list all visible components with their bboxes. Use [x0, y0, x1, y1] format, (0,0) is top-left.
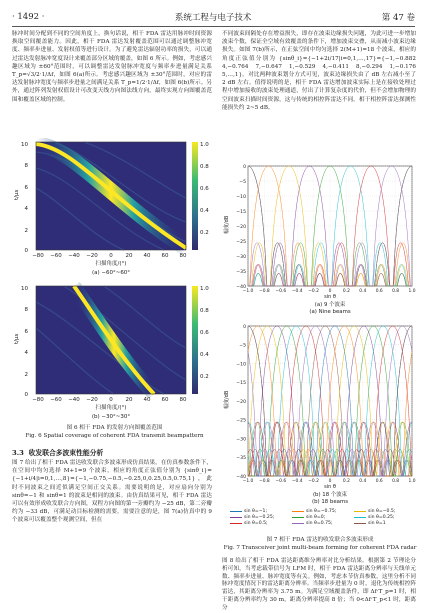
y-tick: 0 — [243, 164, 246, 170]
legend-entry — [292, 515, 354, 520]
subfigure-caption: (b) 18 个波束 — [312, 492, 348, 498]
colorbar — [192, 286, 198, 394]
legend-label: sin θ=0; — [306, 515, 326, 520]
y-tick: 0 — [243, 324, 246, 330]
subfigure-caption: (b) −30°~30° — [91, 414, 131, 420]
x-tick: −60 — [50, 397, 62, 403]
x-tick: −0.6 — [275, 289, 287, 294]
legend-swatch — [292, 523, 304, 524]
x-tick: −40 — [68, 397, 80, 403]
x-tick: 0.2 — [342, 479, 350, 484]
x-tick: 0 — [109, 253, 113, 259]
x-tick: 1.0 — [408, 289, 416, 294]
x-tick: 0.4 — [359, 289, 367, 294]
legend-entry — [230, 521, 292, 526]
x-tick: 0.2 — [342, 289, 350, 294]
x-tick: −0.2 — [308, 479, 319, 484]
fig6-caption — [12, 425, 217, 440]
x-tick: −0.8 — [259, 289, 270, 294]
y-tick: 6 — [24, 329, 28, 335]
volume-label: 第 47 卷 — [381, 13, 415, 23]
caption-en: Fig. 7 Transceiver joint multi-beam forming for coherent FDA radar — [223, 544, 417, 551]
legend-entry — [230, 515, 292, 520]
legend-entry — [354, 521, 416, 526]
y-axis-label: 幅度/dB — [224, 390, 230, 409]
y-tick: −5 — [239, 343, 246, 349]
x-tick: 0.6 — [375, 289, 383, 294]
legend-entry — [292, 521, 354, 526]
caption-cn: 图 6 相干 FDA 的发射方向图覆盖范围 — [66, 425, 163, 431]
fig6a-heatmap — [14, 138, 214, 278]
left-column-text-2 — [12, 459, 212, 525]
x-axis-label: sin θ — [324, 484, 336, 490]
y-tick: −40 — [236, 474, 246, 480]
journal-title: 系统工程与电子技术 — [174, 13, 252, 23]
legend-swatch — [230, 523, 242, 524]
subfigure-caption-en: (a) Nine beams — [309, 309, 351, 315]
section-title: 收发联合多波束性能分析 — [28, 449, 104, 457]
legend-label: sin θ=0.5; — [244, 521, 268, 526]
x-tick: 60 — [161, 253, 169, 259]
legend-entry — [292, 509, 354, 514]
colorbar — [192, 142, 198, 250]
legend-swatch — [354, 523, 366, 524]
y-tick: −15 — [236, 381, 246, 387]
y-tick: −10 — [236, 362, 246, 368]
subfigure-caption: (a) 9 个波束 — [314, 302, 346, 308]
legend-label: sin θ=0.75; — [306, 521, 333, 526]
cbar-tick: 0.2 — [200, 374, 209, 380]
x-axis-label: 扫描角度/(°) — [95, 405, 127, 411]
x-tick: 0.8 — [392, 289, 400, 294]
subfigure-caption-en: (b) 18 beams — [311, 499, 349, 505]
legend-label: sin θ=−0.75; — [306, 509, 337, 514]
legend-swatch — [230, 511, 242, 512]
paragraph: 脉冲时间分配到不同的空间角度上，换句话说，相干 FDA 雷达用脉冲时间资源换取空间覆盖能力。因此，相干 FDA 雷达发射覆盖范围可以通过调整脉冲宽度、频率步进量、发射权值等进行设计。为了避免雷达辐射功率的损失，可以通过雷达发射脉冲宽度设计来覆盖部分区域的覆盖，如图 6 所示。例如，考虑感兴趣区域为 ±60°范围时，可以调整雷达发射脉冲宽度与频率步进量满足关系 T_p=√3/2·1/Δf，如图 6(a)所示。考虑感兴趣区域为 ±30°范围时，对应的雷达发射脉冲宽度与频率步进量之间满足关系 T_p=1/2·1/Δf，如图 6(b)所示。另外，通过阵列发射权值设计可改变天线方向图法线方向，最终实现方向图覆盖范围和覆盖区域的控制。 — [12, 31, 212, 103]
y-tick: −25 — [236, 239, 246, 245]
page-number: · 1492 · — [12, 12, 45, 22]
x-tick: 0 — [328, 479, 332, 484]
x-tick: 80 — [179, 397, 187, 403]
x-tick: 20 — [125, 397, 133, 403]
x-tick: −0.6 — [275, 479, 287, 484]
caption-en: Fig. 6 Spatial coverage of coherent FDA transmit beampattern — [25, 432, 204, 439]
legend-entry — [354, 515, 416, 520]
y-axis-label: t/μs — [14, 189, 20, 200]
x-tick: 0.8 — [392, 479, 400, 484]
legend-swatch — [354, 517, 366, 518]
y-tick: −30 — [236, 254, 246, 260]
x-tick: 0.6 — [375, 479, 383, 484]
x-tick: −0.2 — [308, 289, 319, 294]
y-tick: 4 — [24, 206, 28, 212]
legend-label: sin θ=−1; — [244, 509, 268, 514]
subfigure-caption: (a) −60°~60° — [91, 270, 131, 276]
x-tick: −1.0 — [242, 289, 254, 294]
y-tick: −40 — [236, 284, 246, 290]
x-tick: −1.0 — [242, 479, 254, 484]
left-column-text — [12, 30, 212, 104]
x-tick: 60 — [161, 397, 169, 403]
y-tick: −20 — [236, 399, 246, 405]
x-axis-label: sin θ — [324, 294, 336, 300]
legend-label: sin θ=0.25; — [368, 515, 395, 520]
cbar-tick: 0.8 — [200, 164, 209, 170]
x-tick: 40 — [143, 397, 151, 403]
y-tick: 0 — [24, 392, 28, 398]
y-tick: 10 — [21, 286, 28, 292]
y-tick: 0 — [24, 248, 28, 254]
y-tick: −20 — [236, 224, 246, 230]
paragraph: 图 8 给出了相干 FDA 雷达距离维分辨率对比分析结果。根据第 2 节理论分析可知，当考虑载带信号为 LFM 时，相干 FDA 雷达距离分辨率与天线单元数、频率步进量、脉冲宽度等有关。例如，考虑本节仿真参数，这里分析不同脉冲宽度情况下的雷达距离分辨率。当频率步进量为 0 时，退化为传统相控阵雷达，其距离分辨率为 3.75 m。为满足空域覆盖条件，即 Δf·T_p=1 时，相干距离分辨率约为 30 m，距离分辨率提高 8 倍；当 0<Δf·T_p<1 时，距离分 — [222, 558, 416, 611]
y-tick: −35 — [236, 456, 246, 462]
y-tick: −5 — [239, 179, 246, 185]
fig6b-heatmap — [14, 282, 214, 422]
x-tick: −80 — [32, 397, 44, 403]
section-heading — [12, 447, 103, 457]
x-tick: 1.0 — [408, 479, 416, 484]
cbar-tick: 0.8 — [200, 308, 209, 314]
legend-swatch — [292, 511, 304, 512]
x-tick: 0.4 — [359, 479, 367, 484]
cbar-tick: 0.6 — [200, 330, 209, 336]
x-tick: 80 — [179, 253, 187, 259]
y-tick: 2 — [24, 372, 28, 378]
legend-entry — [230, 509, 292, 514]
y-tick: 6 — [24, 185, 28, 191]
legend-label: sin θ=−0.25; — [244, 515, 275, 520]
x-tick: −0.4 — [291, 479, 303, 484]
cbar-tick: 0.6 — [200, 186, 209, 192]
cbar-tick: 0.4 — [200, 352, 209, 358]
cbar-tick: 0.4 — [200, 208, 209, 214]
cbar-tick: 1.0 — [200, 142, 209, 148]
legend-swatch — [292, 517, 304, 518]
paragraph: 图 7 给出了相干 FDA 雷达收发联合多波束形成仿真结果。在仿真参数条件下，在空间中均匀选择 M+1=9 个波束，相应的角度正弦值分别为 {sinθ_i}={−1+i/4|i=0,1,…,8}={−1,−0.75,−0.5,−0.25,0,0.25,0.5,0.75,1}，此时不同波束之间近似满足空间正交关系。需要说明的是，对应扇向分别为 sinθ=−1 和 sinθ=1 的波束是相同的波束。由仿真结果可见，相干 FDA 雷达可以有效形成收发联合方向图，双程方向图的第一旁瓣约为 −25 dB，第二旁瓣约为 −33 dB，可满足动目标检测的需要。需要注意的是，图 7(a)仿真中的 9 个波束可以覆盖整个观测空间，但在 — [12, 460, 212, 524]
page-header — [12, 10, 415, 27]
cbar-tick: 1.0 — [200, 286, 209, 292]
fig7b-beampattern — [222, 320, 418, 508]
y-tick: −35 — [236, 269, 246, 275]
y-axis-label: 幅度/dB — [224, 215, 230, 234]
x-tick: 0 — [109, 397, 113, 403]
x-tick: 20 — [125, 253, 133, 259]
right-column-text — [222, 30, 416, 112]
y-tick: −30 — [236, 437, 246, 443]
caption-cn: 图 7 相干 FDA 雷达的收发联合多波束形成 — [266, 537, 374, 543]
section-number: 3.3 — [12, 449, 24, 457]
legend-entry — [354, 509, 416, 514]
right-column-text-2 — [222, 558, 416, 613]
x-axis-label: 扫描角度/(°) — [95, 261, 127, 267]
fig7a-beampattern — [222, 160, 418, 320]
x-tick: 40 — [143, 253, 151, 259]
x-tick: −60 — [50, 253, 62, 259]
legend-swatch — [354, 511, 366, 512]
y-tick: 8 — [24, 163, 28, 169]
paragraph: 不同波束间隔处存在增益损失，即存在波束边缘损失问题，为此可进一步增加波束个数，保证全空域有效覆盖的条件下，增加波束交叠，从而减小波束边缘损失。如图 7(b)所示，在正弦空间中均匀选择 2(M+1)=18 个波束，相应的角度正弦值分别为 {sinθ_i}={−1+2i/17|i=0,1,…,17}={−1,−0.882 4,−0.764 7,−0.647 1,−0.529 4,−0.411 8,−0.294 1,−0.176 5,…,1}。对比两种波束划分方式可见，波束边缘损失由了 dB 左右减小至了 2 dB 左右。值得说明的是，相干 FDA 雷达增加波束实际上是在接收处理过程中增加接收的波束处理通道，付出了计算复杂度的代价，但不会增加物理的空间波束扫描时间资源，这与传统的相控阵雷达不同。相干相控阵雷达探测性能损失约 2~5 dB。 — [222, 31, 416, 111]
fig7-legend — [230, 509, 416, 526]
y-tick: −15 — [236, 209, 246, 215]
y-tick: −25 — [236, 418, 246, 424]
y-tick: 8 — [24, 307, 28, 313]
x-tick: −40 — [68, 253, 80, 259]
y-tick: 10 — [21, 142, 28, 148]
cbar-tick: 0.2 — [200, 230, 209, 236]
y-tick: −10 — [236, 194, 246, 200]
x-tick: −0.8 — [259, 479, 270, 484]
fig7-caption — [222, 537, 418, 552]
y-tick: 2 — [24, 228, 28, 234]
y-tick: 4 — [24, 350, 28, 356]
x-tick: −20 — [86, 253, 98, 259]
legend-label: sin θ=1 — [368, 521, 386, 526]
x-tick: 0 — [328, 289, 332, 294]
legend-label: sin θ=−0.5; — [368, 509, 396, 514]
y-axis-label: t/μs — [14, 333, 20, 344]
legend-swatch — [230, 517, 242, 518]
x-tick: −80 — [32, 253, 44, 259]
x-tick: −0.4 — [291, 289, 303, 294]
x-tick: −20 — [86, 397, 98, 403]
